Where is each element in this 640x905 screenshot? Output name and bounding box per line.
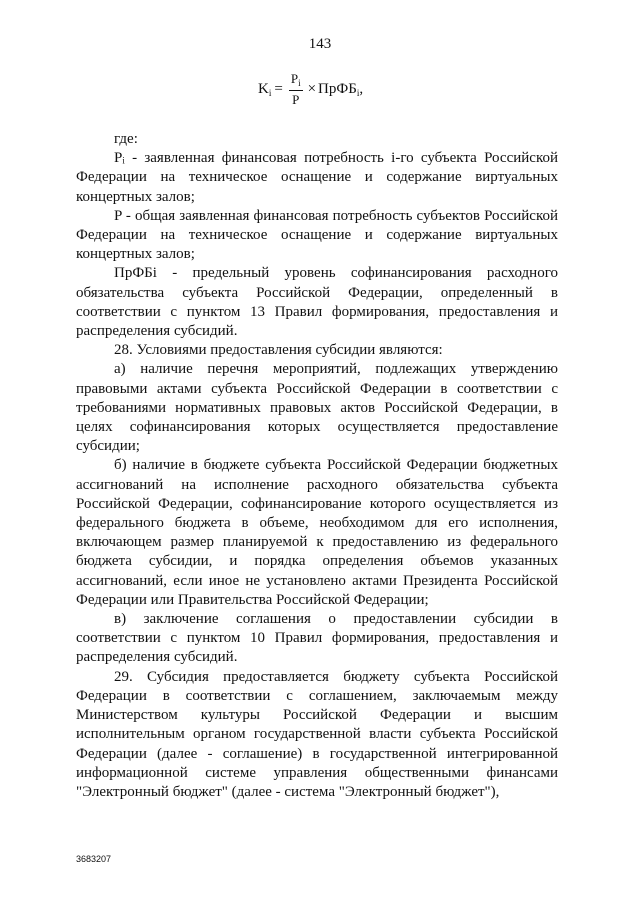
formula-fraction	[289, 72, 303, 106]
formula	[258, 72, 363, 106]
paragraph-prfb-definition: ПрФБi - предельный уровень софинансирования расходного обязательства субъекта Российской Федерации, определенный в соответствии с пунктом 13 Правил формирования, предоставления и распределения субсидий.	[76, 265, 558, 340]
paragraph-28c: в) заключение соглашения о предоставлении субсидии в соответствии с пунктом 10 Правил формирования, предоставления и распределения субсидий.	[76, 611, 558, 666]
formula-times: ×	[307, 80, 317, 97]
paragraph-pi-definition: Pᵢ - заявленная финансовая потребность i-го субъекта Российской Федерации на техническое оснащение и содержание виртуальных концертных залов;	[76, 150, 558, 205]
paragraph-28b: б) наличие в бюджете субъекта Российской Федерации бюджетных ассигнований на исполнение расходного обязательства субъекта Российской Федерации, софинансирование которого осуществляется из федерального бюджета в объеме, необходимом для его исполнения, включающем размер планируемой к предоставлению из федерального бюджета субсидии, и порядка определения объемов указанных ассигнований, если иное не установлено актами Президента Российской Федерации или Правительства Российской Федерации;	[76, 457, 558, 608]
formula-lhs: $K_i$	[258, 80, 272, 98]
paragraph-29: 29. Субсидия предоставляется бюджету субъекта Российской Федерации в соответствии с соглашением, заключаемым между Министерством культуры Российской Федерации и высшим исполнительным органом государственной власти субъекта Российской Федерации (далее - соглашение) в государственной интегрированной информационной системе управления общественными финансами "Электронный бюджет" (далее - система "Электронный бюджет"),	[76, 668, 558, 800]
paragraph-28: 28. Условиями предоставления субсидии являются:	[114, 342, 443, 359]
formula-denominator: P	[292, 92, 300, 107]
document-body	[76, 130, 558, 802]
page-number: 143	[308, 36, 332, 52]
formula-equals: =	[274, 80, 283, 97]
paragraph-28a: а) наличие перечня мероприятий, подлежащих утверждению правовыми актами субъекта Российской Федерации в соответствии с требованиями нормативных правовых актов Российской Федерации, в целях софинансирования которых осуществляется предоставление субсидии;	[76, 361, 558, 455]
formula-numerator: $P_i$	[289, 72, 303, 91]
paragraph-p-definition: P - общая заявленная финансовая потребность субъектов Российской Федерации на техническое оснащение и содержание виртуальных концертных залов;	[76, 207, 558, 263]
formula-tail: ,	[359, 80, 364, 97]
document-code: 3683207	[76, 854, 112, 864]
paragraph-where: где:	[114, 131, 138, 147]
formula-rhs: ПрФБ$_i$	[318, 80, 360, 98]
